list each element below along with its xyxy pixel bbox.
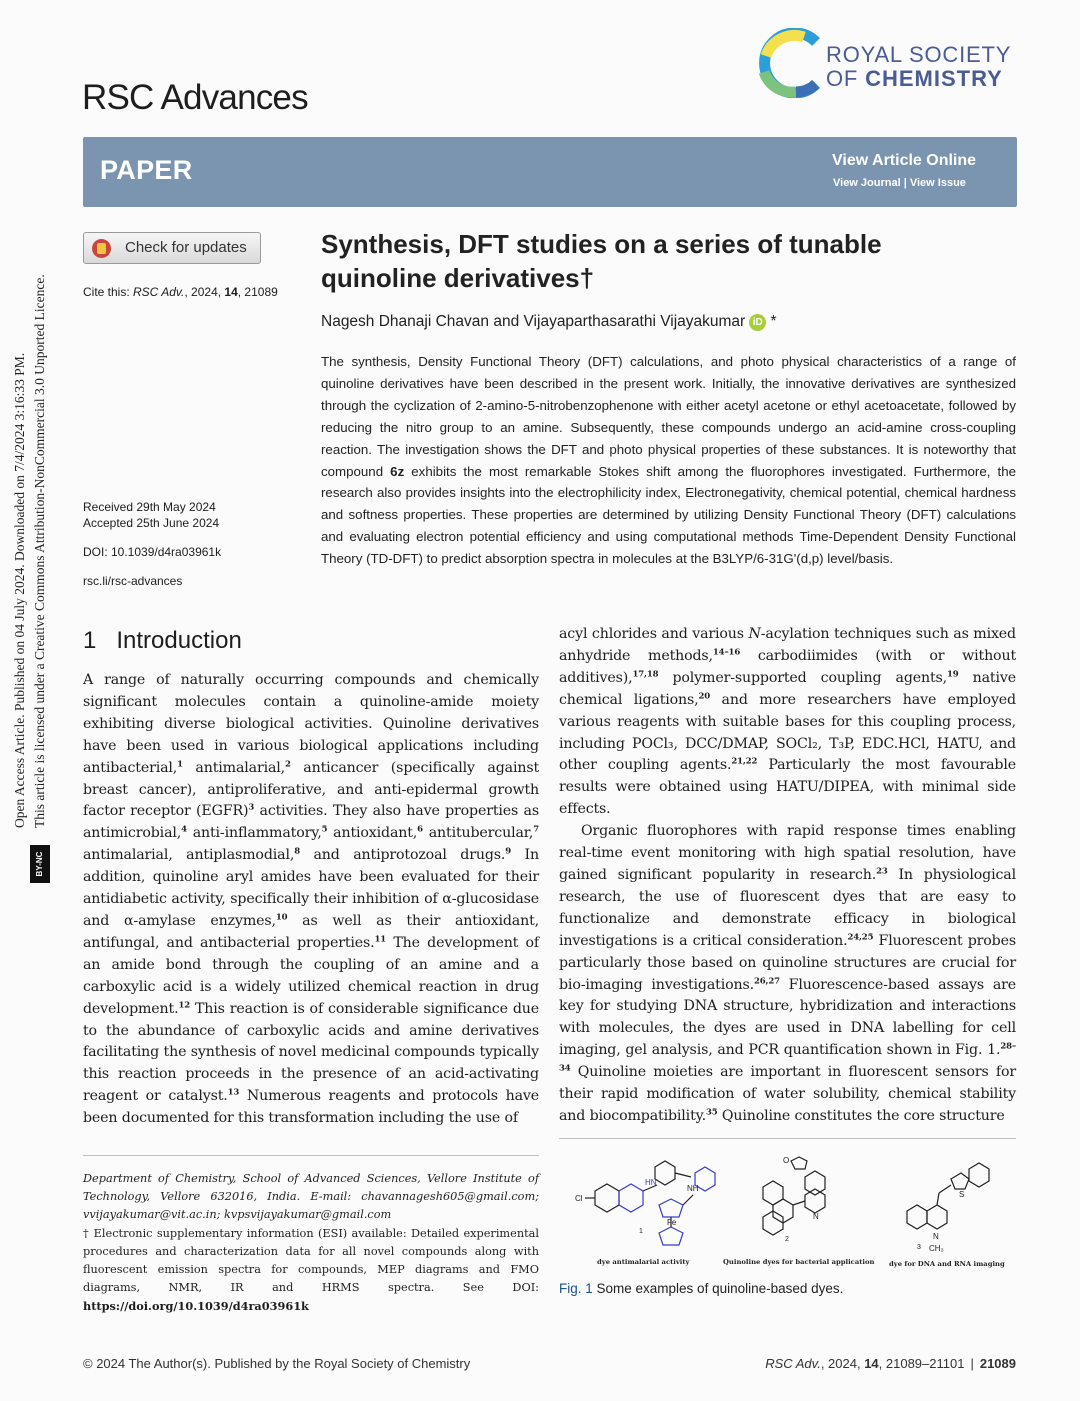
struct2-link bbox=[793, 1201, 805, 1205]
struct2-n-label: N bbox=[813, 1212, 819, 1221]
struct1-cl-label: Cl bbox=[575, 1194, 583, 1203]
struct3-number: 3 bbox=[917, 1244, 921, 1251]
article-type: PAPER bbox=[100, 155, 193, 185]
struct3-ring-b bbox=[927, 1205, 947, 1229]
struct1-benzene-ring bbox=[595, 1184, 619, 1212]
figure-label[interactable]: Fig. 1 bbox=[559, 1281, 593, 1296]
license-line: This article is licensed under a Creative Commons Attribution-NonCommercial 3.0 Unported Licence. bbox=[32, 274, 47, 828]
journal-url[interactable]: rsc.li/rsc-advances bbox=[83, 574, 183, 588]
struct3-caption: dye for DNA and RNA imaging bbox=[889, 1260, 1005, 1268]
view-article-online-link[interactable]: View Article Online bbox=[832, 152, 977, 169]
struct3-ring-a bbox=[907, 1205, 927, 1229]
page-number: 21089 bbox=[979, 1356, 1016, 1371]
struct3-thiazole-ring bbox=[951, 1173, 969, 1189]
open-access-line: Open Access Article. Published on 04 July 2024. Downloaded on 7/4/2024 3:16:33 PM. bbox=[12, 352, 27, 828]
struct1-nh-label: NH bbox=[687, 1184, 699, 1193]
struct3-n-label: N bbox=[933, 1232, 939, 1241]
struct1-side-chain bbox=[683, 1195, 693, 1205]
struct1-cp-ring-top bbox=[659, 1199, 683, 1217]
section-heading: 1 Introduction bbox=[83, 627, 242, 654]
footnote-divider bbox=[83, 1155, 539, 1156]
orcid-icon[interactable]: iD bbox=[749, 314, 766, 331]
check-updates-icon bbox=[92, 239, 111, 258]
struct2-pyrrolidone-ring bbox=[791, 1157, 807, 1169]
figure-caption: Fig. 1 Some examples of quinoline-based dyes. bbox=[559, 1281, 844, 1296]
rsc-logo-icon bbox=[756, 28, 826, 98]
figure-1-structures bbox=[567, 1155, 1017, 1275]
affiliation-footnote: Department of Chemistry, School of Advanced Sciences, Vellore Institute of Technology, Vellore 632016, India. E-mail: chavannagesh605@gmail.com; vvijayakumar@vit.ac.in; kvpsvijayakumar@gmail.com bbox=[83, 1172, 539, 1221]
view-links: View Journal | View Issue bbox=[833, 177, 966, 189]
citation: Cite this: RSC Adv., 2024, 14, 21089 bbox=[83, 285, 278, 299]
struct1-pyridine-ring bbox=[619, 1184, 643, 1212]
article-title: Synthesis, DFT studies on a series of tunable quinoline derivatives† bbox=[321, 229, 882, 293]
struct1-hn-label: HN bbox=[645, 1178, 657, 1187]
struct2-ring-e bbox=[805, 1189, 825, 1213]
doi[interactable]: DOI: 10.1039/d4ra03961k bbox=[83, 545, 222, 559]
figure-divider bbox=[559, 1138, 1016, 1139]
check-updates-label: Check for updates bbox=[125, 239, 247, 256]
accepted-date: Accepted 25th June 2024 bbox=[83, 516, 220, 530]
struct2-number: 2 bbox=[785, 1236, 789, 1243]
abstract: The synthesis, Density Functional Theory (DFT) calculations, and photo physical characteristics of a range of quinoline derivatives have been described in the present work. Initially, the innovative derivatives are synthesized through the cyclization of 2-amino-5-nitrobenzophenone with either acetyl acetone or ethyl acetoacetate, followed by reducing the nitro group to an amine. Subsequently, these compounds undergo an acid-amine cross-coupling reaction. The investigation shows the DFT and photo physical properties of these substances. It is noteworthy that compound 6z exhibits the most remarkable Stokes shift among the fluorophores investigated. Furthermore, the research also provides insights into the electrophilicity index, Electronegativity, chemical potential, chemical hardness and softness properties. These properties are determined by utilizing Density Functional Theory (DFT) calculations and evaluating electron potential efficiency and using computational methods Time-Dependent Density Functional Theory (TD-DFT) to predict absorption spectra in molecules at the B3LYP/6-31G'(d,p) level/basis. bbox=[321, 354, 1017, 567]
struct1-number: 1 bbox=[639, 1228, 643, 1235]
struct3-vinyl-a bbox=[937, 1193, 939, 1205]
authors: Nagesh Dhanaji Chavan and Vijayaparthasarathi Vijayakumar iD * bbox=[321, 313, 777, 330]
publisher-name-line1: ROYAL SOCIETY bbox=[826, 42, 1012, 67]
check-for-updates-button[interactable] bbox=[83, 232, 261, 264]
journal-name: RSC Advances bbox=[82, 78, 308, 117]
received-date: Received 29th May 2024 bbox=[83, 500, 216, 514]
struct3-benzo-ring bbox=[969, 1163, 989, 1187]
struct1-caption: dye antimalarial activity bbox=[597, 1258, 690, 1266]
intro-right-column: acyl chlorides and various N-acylation techniques such as mixed anhydride methods,$^{14-16}$ carbodiimides (with or without additives),$^{17,18}$ polymer-supported coupling agents,$^{19}$ native chemical ligations,$^{20}$ and more researchers have employed various reagents with suitable bases for this coupling process, including POCl₃, DCC/DMAP, SOCl₂, T₃P, EDC.HCl, HATU, and other coupling agents.$^{21,22}$ Particularly the most favourable results were obtained using HATU/DIPEA, with minimal side effects. Organic fluorophores with rapid response times enabling real-time event monitoring with high spatial resolution, have gained significant popularity in research.$^{23}$ In physiological research, the use of fluorescent dyes that are easy to functionalize and demonstrate efficacy in biological investigations is a critical consideration.$^{24,25}$ Fluorescent probes particularly those based on quinoline structures are crucial for bio-imaging investigations.$^{26,27}$ Fluorescence-based assays are key for studying DNA structure, hybridization and interactions with molecules, the dyes are used in DNA labelling for cell imaging, gel analysis, and PCR quantification shown in Fig. 1.$^{28-34}$ Quinoline moieties are important in fluorescent sensors for their rapid modification of water solubility, chemical stability and biocompatibility.$^{35}$ Quinoline constitutes the core structure bbox=[559, 626, 1016, 1124]
view-journal-link[interactable]: View Journal bbox=[833, 177, 901, 189]
cc-license-badge[interactable] bbox=[30, 845, 50, 883]
struct2-o-label: O bbox=[783, 1156, 790, 1165]
article-type-banner bbox=[83, 137, 1017, 207]
struct1-fe-label: Fe bbox=[667, 1218, 677, 1227]
struct1-cp-ring-bottom bbox=[659, 1227, 683, 1245]
esi-footnote: † Electronic supplementary information (ESI) available: Detailed experimental procedures and characterization data for all novel compounds along with fluorescent emission spectra for compounds, MEP diagrams and FMO diagrams, NMR, IR and HRMS spectra. See DOI: https://doi.org/10.1039/d4ra03961k bbox=[83, 1227, 539, 1313]
struct2-caption: Quinoline dyes for bacterial application bbox=[723, 1258, 875, 1266]
intro-left-column: A range of naturally occurring compounds and chemically significant molecules contain a quinoline-amide moiety exhibiting diverse biological activities. Quinoline derivatives have been used in various biological applications including antibacterial,$^1$ antimalarial,$^2$ anticancer (specifically against breast cancer), antiproliferative, and anti-epidermal growth factor receptor (EGFR)$^3$ activities. They also have properties as antimicrobial,$^4$ anti-inflammatory,$^5$ antioxidant,$^6$ antitubercular,$^7$ antimalarial, antiplasmodial,$^8$ and antiprotozoal drugs.$^9$ In addition, quinoline aryl amides have been evaluated for their antidiabetic activity, specifically their inhibition of α-glucosidase and α-amylase enzymes,$^{10}$ as well as their antioxidant, antifungal, and antibacterial properties.$^{11}$ The development of an amide bond through the coupling of an amine and a carboxylic acid is a widely utilized chemical reaction in drug development.$^{12}$ This reaction is of considerable significance due to the abundance of carboxylic acids and amine derivatives facilitating the synthesis of novel medicinal compounds typically this reaction proceeds in the presence of an acid-activating reagent or catalyst.$^{13}$ Numerous reagents and protocols have been documented for this transformation including the use of bbox=[83, 672, 540, 1127]
struct3-ch3-label: CH₃ bbox=[929, 1244, 944, 1253]
struct3-s-label: S bbox=[959, 1190, 965, 1199]
struct3-vinyl-b bbox=[939, 1185, 951, 1193]
struct2-ring-d bbox=[805, 1171, 825, 1195]
cc-badge-label: BY-NC bbox=[35, 851, 44, 877]
page-footer-citation: RSC Adv., 2024, 14, 21089–21101 | 21089 bbox=[765, 1356, 1016, 1371]
view-issue-link[interactable]: View Issue bbox=[909, 177, 966, 189]
esi-doi-link[interactable]: https://doi.org/10.1039/d4ra03961k bbox=[83, 1299, 309, 1313]
publisher-name-line2: OF CHEMISTRY bbox=[826, 66, 1003, 91]
struct1-phenyl-ring bbox=[655, 1161, 675, 1185]
struct1-link-a bbox=[675, 1173, 691, 1177]
copyright: © 2024 The Author(s). Published by the Royal Society of Chemistry bbox=[83, 1356, 471, 1371]
